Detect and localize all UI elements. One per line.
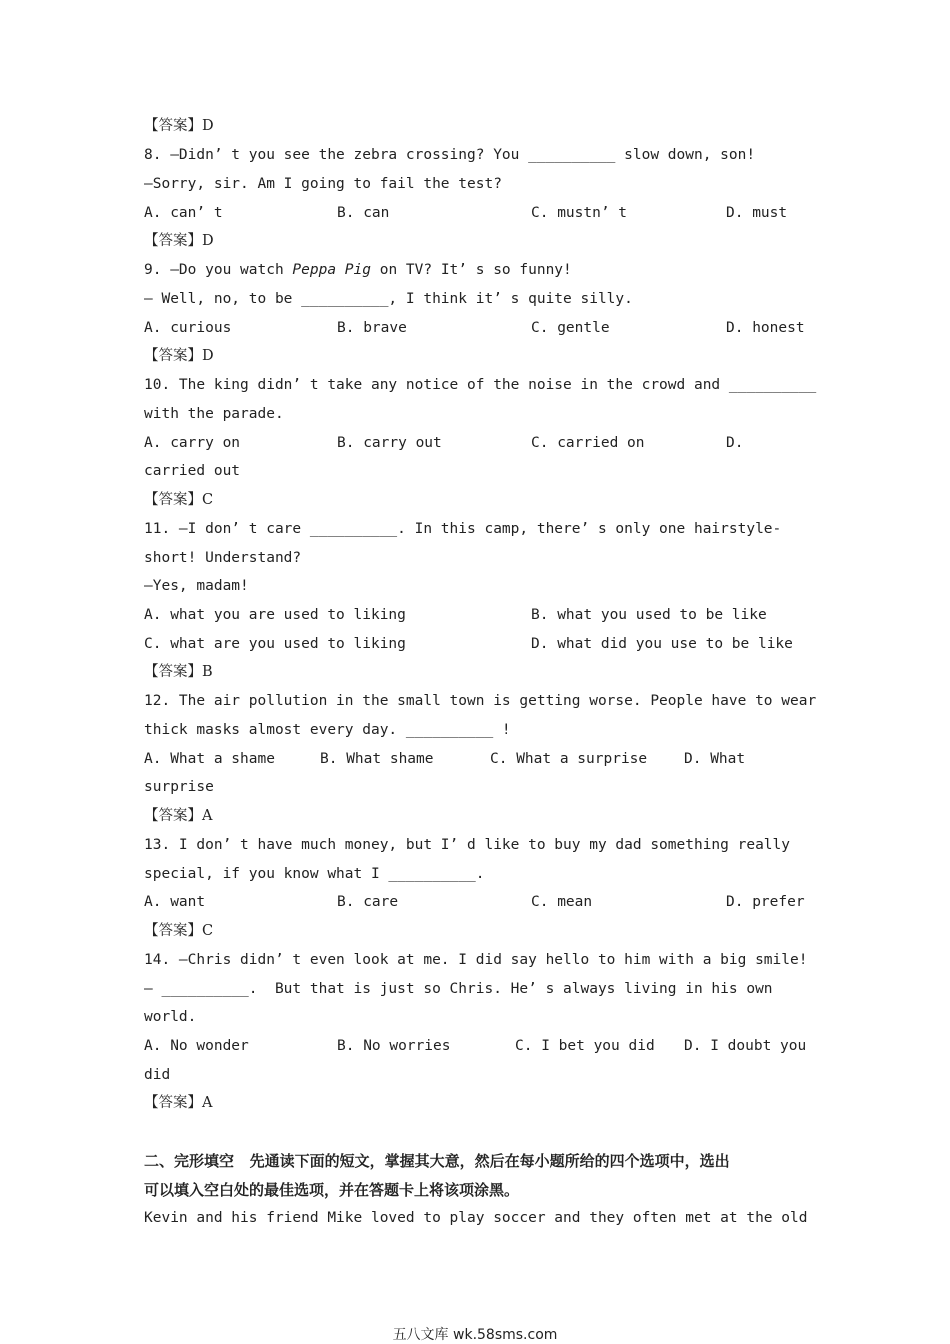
answer-13: 【答案】C (144, 923, 214, 939)
question-11-line1: 11. —I don’ t care __________. In this camp, there’ s only one hairstyle- (144, 521, 782, 537)
option-12-b: B. What shame (320, 751, 434, 767)
option-12-c: C. What a surprise (490, 751, 648, 767)
option-11-a: A. what you are used to liking (144, 607, 406, 623)
option-14-c: C. I bet you did (515, 1038, 655, 1054)
answer-10: 【答案】C (144, 492, 214, 508)
show-title: Peppa Pig (292, 262, 371, 278)
question-13-line1: 13. I don’ t have much money, but I’ d like to buy my dad something really (144, 837, 791, 853)
question-10-line1: 10. The king didn’ t take any notice of the noise in the crowd and __________ (144, 377, 817, 393)
option-11-d: D. what did you use to be like (531, 636, 793, 652)
option-10-d-cont: carried out (144, 463, 241, 479)
option-14-d: D. I doubt you (684, 1038, 807, 1054)
option-11-c: C. what are you used to liking (144, 636, 406, 652)
option-10-d: D. (726, 435, 744, 451)
question-14-line1: 14. —Chris didn’ t even look at me. I did say hello to him with a big smile! (144, 952, 808, 968)
option-12-d-cont: surprise (144, 779, 214, 795)
option-9-c: C. gentle (531, 320, 610, 336)
option-13-b: B. care (337, 894, 399, 910)
answer-12: 【答案】A (144, 808, 213, 824)
passage-line1: Kevin and his friend Mike loved to play soccer and they often met at the old (144, 1210, 808, 1226)
page-footer: 五八文库 wk.58sms.com (392, 1327, 558, 1343)
option-8-c: C. mustn’ t (531, 205, 628, 221)
option-9-d: D. honest (726, 320, 805, 336)
question-11-line3: —Yes, madam! (144, 578, 249, 594)
question-14-line2: — __________. But that is just so Chris. He’ s always living in his own (144, 981, 773, 997)
question-10-line2: with the parade. (144, 406, 284, 422)
question-12-line2: thick masks almost every day. __________ ! (144, 722, 511, 738)
option-13-d: D. prefer (726, 894, 805, 910)
question-11-line2: short! Understand? (144, 550, 302, 566)
option-9-b: B. brave (337, 320, 407, 336)
question-9-line2: — Well, no, to be __________, I think it’ s quite silly. (144, 291, 633, 307)
option-10-a: A. carry on (144, 435, 241, 451)
question-8-line2: —Sorry, sir. Am I going to fail the test? (144, 176, 502, 192)
question-14-line3: world. (144, 1009, 197, 1025)
option-11-b: B. what you used to be like (531, 607, 767, 623)
option-12-d: D. What (684, 751, 746, 767)
question-8-line1: 8. —Didn’ t you see the zebra crossing? You __________ slow down, son! (144, 147, 756, 163)
question-12-line1: 12. The air pollution in the small town is getting worse. People have to wear (144, 693, 817, 709)
option-10-b: B. carry out (337, 435, 442, 451)
option-14-a: A. No wonder (144, 1038, 249, 1054)
section-heading-line1: 二、完形填空 先通读下面的短文，掌握其大意，然后在每小题所给的四个选项中，选出 (144, 1152, 730, 1170)
option-14-b: B. No worries (337, 1038, 451, 1054)
answer-9: 【答案】D (144, 348, 214, 364)
option-14-d-cont: did (144, 1067, 171, 1083)
answer-7: 【答案】D (144, 118, 214, 134)
option-8-b: B. can (337, 205, 390, 221)
option-12-a: A. What a shame (144, 751, 275, 767)
option-10-c: C. carried on (531, 435, 645, 451)
question-13-line2: special, if you know what I __________. (144, 866, 485, 882)
option-8-a: A. can’ t (144, 205, 223, 221)
answer-14: 【答案】A (144, 1095, 213, 1111)
question-9-line1: 9. —Do you watch Peppa Pig on TV? It’ s so funny! (144, 262, 572, 278)
answer-11: 【答案】B (144, 664, 213, 680)
answer-8: 【答案】D (144, 233, 214, 249)
option-13-a: A. want (144, 894, 206, 910)
section-heading-line2: 可以填入空白处的最佳选项，并在答题卡上将该项涂黑。 (144, 1181, 520, 1199)
option-8-d: D. must (726, 205, 788, 221)
option-13-c: C. mean (531, 894, 593, 910)
option-9-a: A. curious (144, 320, 232, 336)
